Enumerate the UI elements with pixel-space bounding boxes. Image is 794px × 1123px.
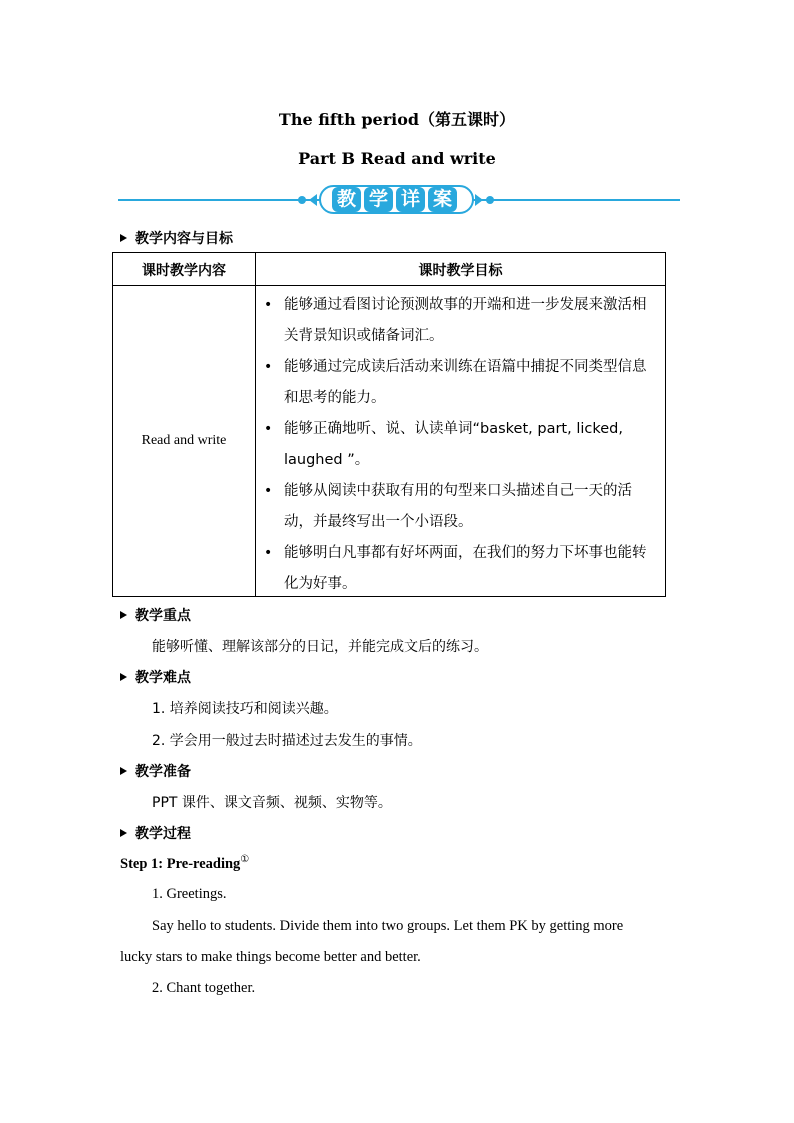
banner-arrow-right	[475, 194, 483, 206]
key-points-text: 能够听懂、理解该部分的日记，并能完成文后的练习。	[152, 639, 488, 655]
section-heading-process	[120, 823, 191, 843]
banner-arrow-left	[309, 194, 317, 206]
goals-table	[112, 252, 666, 597]
footnote-marker: ①	[240, 854, 250, 865]
goal-item: • 能够通过看图讨论预测故事的开端和进一步发展来激活相关背景知识或储备词汇。	[256, 290, 665, 352]
banner-text	[332, 187, 457, 212]
section-label: 教学难点	[135, 670, 191, 686]
banner-char: 案	[428, 187, 457, 212]
section-heading-key-points	[120, 605, 191, 625]
page-title: The fifth period（第五课时）	[278, 110, 516, 129]
goal-item: • 能够从阅读中获取有用的句型来口头描述自己一天的活动，并最终写出一个小语段。	[256, 476, 665, 538]
triangle-bullet-icon	[120, 767, 127, 775]
greetings-item: 1. Greetings.	[152, 886, 227, 902]
triangle-bullet-icon	[120, 234, 127, 242]
banner-char: 学	[364, 187, 393, 212]
goal-item: • 能够通过完成读后活动来训练在语篇中捕捉不同类型信息和思考的能力。	[256, 352, 665, 414]
banner-char: 教	[332, 187, 361, 212]
goal-item: • 能够正确地听、说、认读单词“basket, part, licked, laughed ”。	[256, 414, 665, 476]
triangle-bullet-icon	[120, 829, 127, 837]
goal-item: • 能够明白凡事都有好坏两面，在我们的努力下坏事也能转化为好事。	[256, 538, 665, 600]
table-header-content: 课时教学内容	[142, 263, 226, 279]
greetings-description: Say hello to students. Divide them into two groups. Let them PK by getting more	[152, 918, 624, 934]
banner-char: 详	[396, 187, 425, 212]
section-heading-difficulties	[120, 667, 191, 687]
difficulty-item: 2. 学会用一般过去时描述过去发生的事情。	[152, 733, 422, 749]
preparation-text: PPT 课件、课文音频、视频、实物等。	[152, 795, 392, 811]
difficulty-item: 1. 培养阅读技巧和阅读兴趣。	[152, 701, 338, 717]
page-subtitle: Part B Read and write	[298, 149, 496, 168]
chant-item: 2. Chant together.	[152, 980, 256, 996]
step-label: Step 1: Pre-reading	[120, 855, 241, 872]
section-label: 教学过程	[135, 826, 191, 842]
section-label: 教学准备	[135, 764, 191, 780]
triangle-bullet-icon	[120, 611, 127, 619]
triangle-bullet-icon	[120, 673, 127, 681]
greetings-description-cont: lucky stars to make things become better and better.	[120, 949, 421, 965]
section-label: 教学重点	[135, 608, 191, 624]
banner-dot-right	[486, 196, 494, 204]
section-heading-preparation	[120, 761, 191, 781]
table-header-goals: 课时教学目标	[418, 263, 503, 279]
section-heading-content-goals	[120, 228, 233, 248]
goals-list	[256, 286, 665, 600]
banner-dot-left	[298, 196, 306, 204]
step-1-heading	[120, 854, 249, 873]
section-label: 教学内容与目标	[135, 231, 233, 247]
lesson-plan-banner	[118, 182, 680, 218]
table-cell-content: Read and write	[141, 433, 227, 448]
